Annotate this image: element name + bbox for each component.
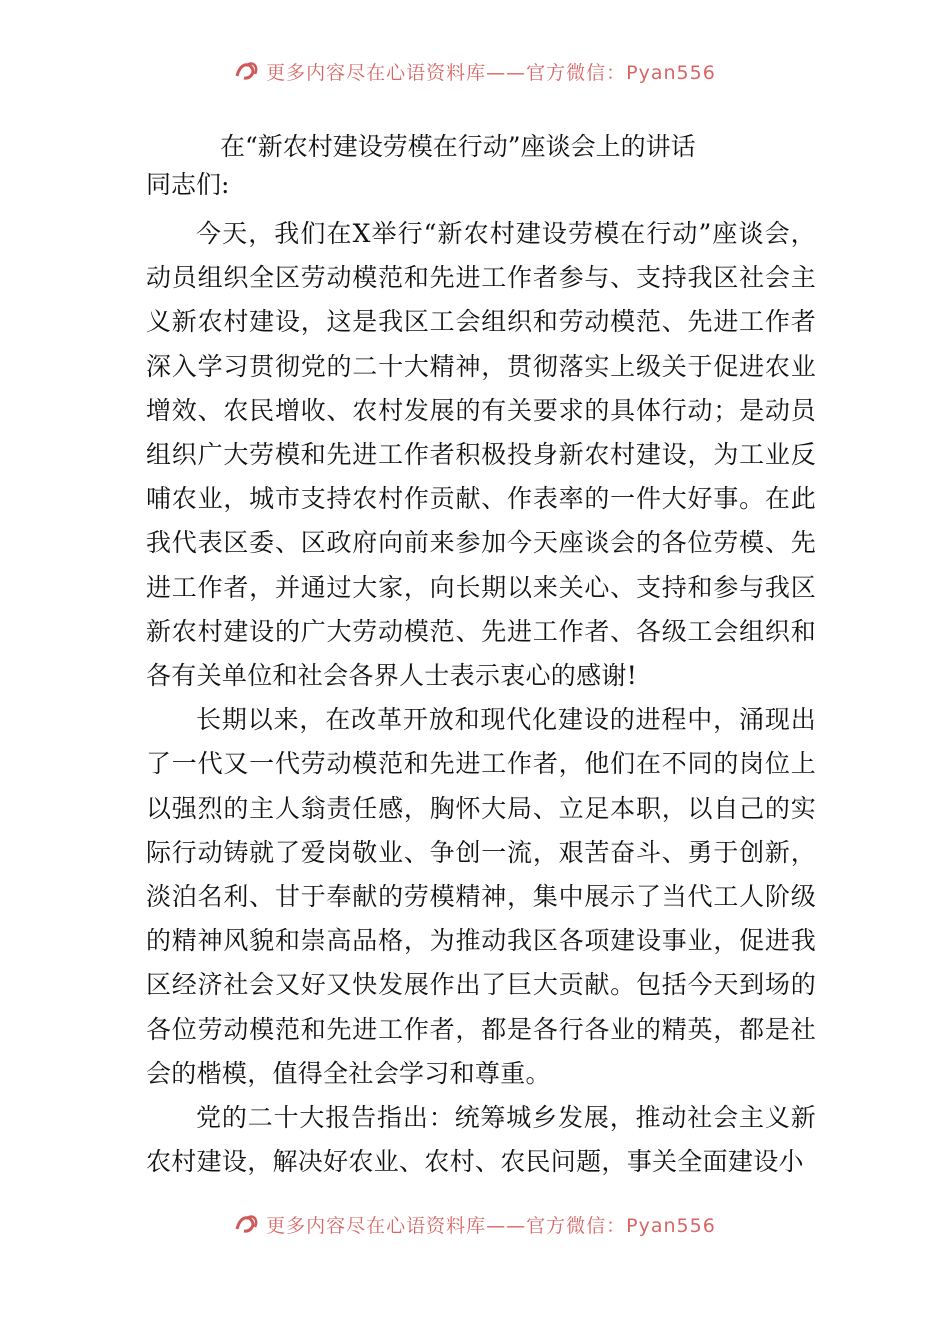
document-title: 在“新农村建设劳模在行动”座谈会上的讲话 bbox=[220, 132, 696, 161]
paragraph-1: 今天，我们在X举行“新农村建设劳模在行动”座谈会，动员组织全区劳动模范和先进工作者参与、支持我区社会主义新农村建设，这是我区工会组织和劳动模范、先进工作者深入学习贯彻党的二十大精神，贯彻落实上级关于促进农业增效、农民增收、农村发展的有关要求的具体行动；是动员组织广大劳模和先进工作者积极投身新农村建设，为工业反哺农业，城市支持农村作贡献、作表率的一件大好事。在此我代表区委、区政府向前来参加今天座谈会的各位劳模、先进工作者，并通过大家，向长期以来关心、支持和参与我区新农村建设的广大劳动模范、先进工作者、各级工会组织和各有关单位和社会各界人士表示衷心的感谢! bbox=[146, 219, 816, 691]
paragraph-2: 长期以来，在改革开放和现代化建设的进程中，涌现出了一代又一代劳动模范和先进工作者，他们在不同的岗位上以强烈的主人翁责任感，胸怀大局、立足本职，以自己的实际行动铸就了爱岗敬业、争创一流，艰苦奋斗、勇于创新，淡泊名利、甘于奉献的劳模精神，集中展示了当代工人阶级的精神风貌和崇高品格，为推动我区各项建设事业，促进我区经济社会又好又快发展作出了巨大贡献。包括今天到场的各位劳动模范和先进工作者，都是各行各业的精英，都是社会的楷模，值得全社会学习和尊重。 bbox=[146, 705, 816, 1088]
paragraph-3: 党的二十大报告指出：统筹城乡发展，推动社会主义新农村建设，解决好农业、农村、农民问题，事关全面建设小 bbox=[146, 1103, 816, 1177]
watermark-logo-icon bbox=[234, 60, 260, 87]
document-body bbox=[146, 128, 816, 1184]
watermark-text: 更多内容尽在心语资料库——官方微信：Pyan556 bbox=[266, 1215, 716, 1237]
footer-watermark bbox=[0, 1211, 950, 1240]
salutation: 同志们: bbox=[146, 170, 230, 199]
header-watermark bbox=[0, 58, 950, 87]
watermark-text: 更多内容尽在心语资料库——官方微信：Pyan556 bbox=[266, 62, 716, 84]
watermark-logo-icon bbox=[234, 1213, 260, 1240]
